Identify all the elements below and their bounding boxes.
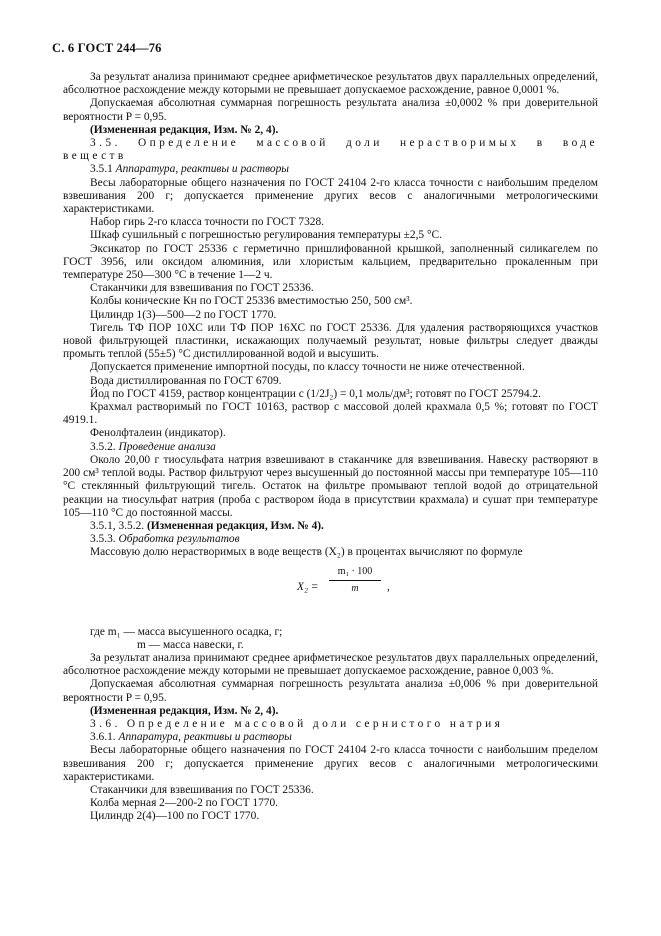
amendment-text: (Измененная редакция, Изм. № 4). bbox=[146, 519, 324, 532]
clause-refs: 3.5.1, 3.5.2. bbox=[90, 519, 145, 532]
where-line-1: где m₁ — масса высушенного осадка, г; bbox=[90, 625, 283, 638]
subsection-number: 3.6.1. bbox=[90, 731, 116, 744]
paragraph: Тигель ТФ ПОР 10ХС или ТФ ПОР 16ХС по ГОСТ 25336. Для удаления растворяющихся участков новой фильтрующей пластинки, искажающих получаемый результат, новые фильтры следует дважды промыть теплой (55±5) °С дистиллированной водой и высушить. bbox=[63, 321, 598, 361]
section-heading: 3.6. Определение массовой доли сернистого натрия bbox=[90, 717, 504, 730]
paragraph: Весы лабораторные общего назначения по ГОСТ 24104 2-го класса точности с наибольшим пределом взвешивания 200 г; допускается применение других весов с аналогичными метрологическими характеристиками. bbox=[63, 744, 598, 783]
subsection-heading bbox=[63, 533, 598, 546]
paragraph: Допускаемая абсолютная суммарная погрешность результата анализа ±0,0002 % при доверительной вероятности P = 0,95. bbox=[63, 97, 598, 123]
paragraph: Допускается применение импортной посуды, по классу точности не ниже отечественной. bbox=[90, 361, 525, 374]
paragraph: Стаканчики для взвешивания по ГОСТ 25336. bbox=[90, 783, 314, 796]
page-content bbox=[63, 71, 598, 824]
subsection-heading bbox=[63, 731, 598, 744]
subsection-title: Аппаратура, реактивы и растворы bbox=[118, 731, 292, 744]
subsection-title: Обработка результатов bbox=[118, 533, 240, 546]
page-header: С. 6 ГОСТ 244—76 bbox=[52, 41, 162, 55]
subsection-number: 3.5.1 bbox=[90, 163, 113, 176]
formula-numerator: m₁ · 100 bbox=[337, 565, 373, 577]
paragraph: Набор гирь 2-го класса точности по ГОСТ 7328. bbox=[90, 216, 325, 229]
subsection-heading bbox=[63, 163, 598, 176]
amendment-note bbox=[63, 520, 598, 533]
paragraph: За результат анализа принимают среднее арифметическое результатов двух параллельных определений, абсолютное расхождение между которыми не превышает допускаемое расхождение, равное 0,0001 %. bbox=[63, 71, 598, 97]
paragraph: Вода дистиллированная по ГОСТ 6709. bbox=[90, 374, 282, 387]
paragraph: За результат анализа принимают среднее арифметическое результатов двух параллельных определений, абсолютное расхождение между которыми не превышает допускаемое расхождение, равное 0,003 %. bbox=[63, 651, 598, 678]
paragraph: Около 20,00 г тиосульфата натрия взвешивают в стаканчике для взвешивания. Навеску растворяют в 200 см³ теплой воды. Раствор фильтруют через высушенный до постоянной массы при температуре 105—110 °С стеклянный фильтрующий тигель. Остаток на фильтре промывают теплой водой до отрицательной реакции на тиосульфат натрия (проба с раствором йода в присутствии крахмала) и сушат при температуре 105—110 °С до постоянной массы. bbox=[63, 453, 598, 519]
paragraph: Колба мерная 2—200-2 по ГОСТ 1770. bbox=[90, 797, 279, 810]
formula-fraction bbox=[327, 566, 383, 595]
formula-tail: , bbox=[387, 580, 390, 593]
paragraph: Массовую долю нерастворимых в воде веществ (X₂) в процентах вычисляют по формуле bbox=[90, 546, 523, 559]
paragraph: Эксикатор по ГОСТ 25336 с герметично пришлифованной крышкой, заполненный силикагелем по ГОСТ 3956, или оксидом алюминия, или хлористым кальцием, предварительно прокаленным при температуре 250—300 °С в течение 1—2 ч. bbox=[63, 242, 598, 282]
paragraph: Цилиндр 2(4)—100 по ГОСТ 1770. bbox=[90, 810, 260, 823]
section-heading: 3.5. Определение массовой доли нерастворимых в воде веществ bbox=[63, 137, 598, 163]
where-line-2: m — масса навески, г. bbox=[137, 638, 244, 651]
paragraph: Допускаемая абсолютная суммарная погрешность результата анализа ±0,006 % при доверительной вероятности P = 0,95. bbox=[63, 678, 598, 704]
amendment-note: (Измененная редакция, Изм. № 2, 4). bbox=[90, 123, 279, 136]
amendment-note: (Измененная редакция, Изм. № 2, 4). bbox=[90, 704, 279, 717]
paragraph: Цилиндр 1(3)—500—2 по ГОСТ 1770. bbox=[90, 308, 277, 321]
subsection-number: 3.5.2. bbox=[90, 440, 116, 453]
fraction-bar bbox=[329, 580, 381, 581]
text-section-1 bbox=[63, 71, 598, 560]
paragraph: Колбы конические Кн по ГОСТ 25336 вместимостью 250, 500 см³. bbox=[90, 295, 413, 308]
formula-denominator: m bbox=[351, 582, 359, 594]
formula-lhs: X₂ = bbox=[297, 580, 319, 593]
paragraph: Крахмал растворимый по ГОСТ 10163, раствор с массовой долей крахмала 0,5 %; готовят по ГОСТ 4919.1. bbox=[63, 401, 598, 427]
subsection-heading bbox=[63, 441, 598, 454]
paragraph: Стаканчики для взвешивания по ГОСТ 25336. bbox=[90, 282, 314, 295]
paragraph: Йод по ГОСТ 4159, раствор концентрации c (1/2J₂) = 0,1 моль/дм³; готовят по ГОСТ 25794.2. bbox=[90, 387, 541, 400]
paragraph: Шкаф сушильный с погрешностью регулирования температуры ±2,5 °С. bbox=[90, 229, 442, 242]
formula bbox=[63, 566, 598, 612]
subsection-title: Аппаратура, реактивы и растворы bbox=[115, 163, 290, 176]
subsection-number: 3.5.3. bbox=[90, 533, 116, 546]
subsection-title: Проведение анализа bbox=[118, 440, 216, 453]
paragraph: Весы лабораторные общего назначения по ГОСТ 24104 2-го класса точности с наибольшим пределом взвешивания 200 г; допускается применение других весов с аналогичными метрологическими характеристиками. bbox=[63, 176, 598, 216]
text-section-2 bbox=[63, 652, 598, 824]
paragraph: Фенолфталеин (индикатор). bbox=[90, 427, 226, 440]
